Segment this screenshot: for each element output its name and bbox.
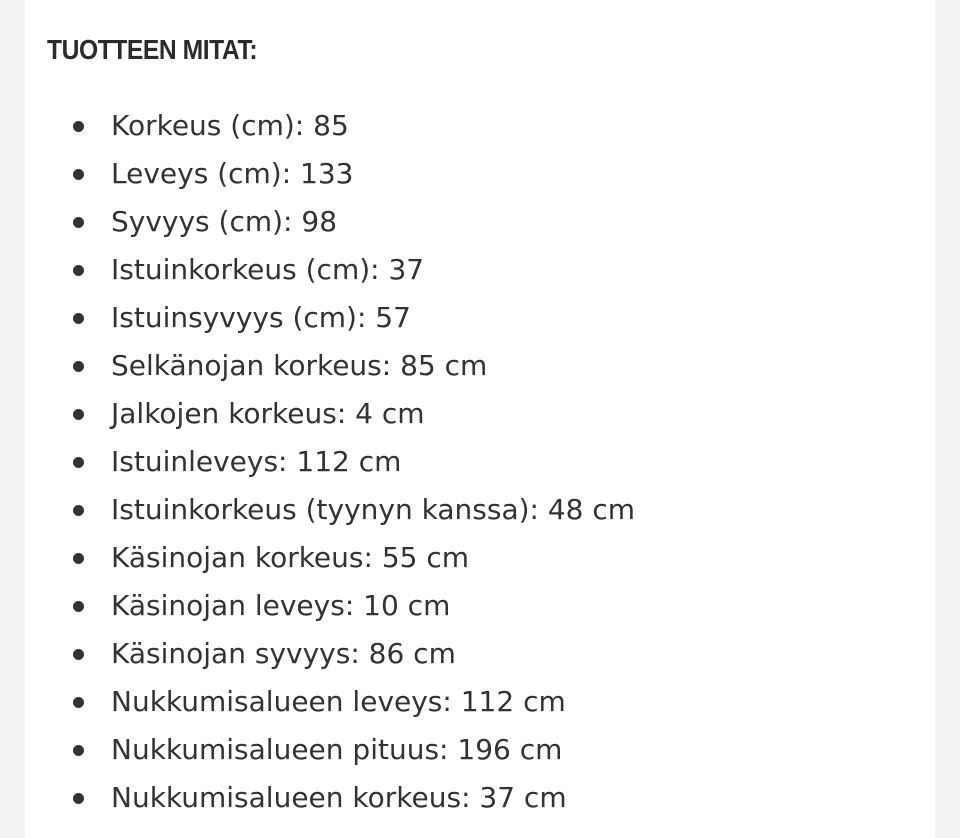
spec-text: Nukkumisalueen pituus: 196 cm	[111, 733, 563, 766]
spec-text: Selkänojan korkeus: 85 cm	[111, 349, 488, 382]
bullet-icon	[73, 217, 84, 228]
section-heading: TUOTTEEN MITAT:	[47, 34, 258, 65]
spec-text: Nukkumisalueen korkeus: 37 cm	[111, 781, 567, 814]
list-item	[25, 102, 635, 150]
bullet-icon	[73, 409, 84, 420]
spec-text: Käsinojan syvyys: 86 cm	[111, 637, 456, 670]
list-item	[25, 630, 635, 678]
bullet-icon	[73, 649, 84, 660]
spec-text: Istuinkorkeus (cm): 37	[111, 253, 425, 286]
bullet-icon	[73, 745, 84, 756]
spec-text: Istuinkorkeus (tyynyn kanssa): 48 cm	[111, 493, 636, 526]
spec-text: Jalkojen korkeus: 4 cm	[111, 397, 425, 430]
bullet-icon	[73, 121, 84, 132]
list-item	[25, 486, 635, 534]
spec-text: Käsinojan korkeus: 55 cm	[111, 541, 470, 574]
list-item	[25, 150, 635, 198]
list-item	[25, 726, 635, 774]
bullet-icon	[73, 553, 84, 564]
list-item	[25, 582, 635, 630]
spec-text: Korkeus (cm): 85	[111, 109, 349, 142]
list-item	[25, 438, 635, 486]
list-item	[25, 246, 635, 294]
bullet-icon	[73, 457, 84, 468]
spec-text: Leveys (cm): 133	[111, 157, 354, 190]
list-item	[25, 534, 635, 582]
content-panel	[25, 0, 935, 838]
list-item	[25, 198, 635, 246]
bullet-icon	[73, 265, 84, 276]
spec-text: Nukkumisalueen leveys: 112 cm	[111, 685, 566, 718]
list-item	[25, 294, 635, 342]
bullet-icon	[73, 505, 84, 516]
spec-text: Syvyys (cm): 98	[111, 205, 338, 238]
bullet-icon	[73, 697, 84, 708]
spec-text: Käsinojan leveys: 10 cm	[111, 589, 451, 622]
bullet-icon	[73, 793, 84, 804]
bullet-icon	[73, 601, 84, 612]
spec-text: Istuinsyvyys (cm): 57	[111, 301, 411, 334]
dimensions-list	[25, 102, 635, 822]
list-item	[25, 678, 635, 726]
list-item	[25, 774, 635, 822]
list-item	[25, 342, 635, 390]
list-item	[25, 390, 635, 438]
bullet-icon	[73, 361, 84, 372]
bullet-icon	[73, 313, 84, 324]
spec-text: Istuinleveys: 112 cm	[111, 445, 402, 478]
bullet-icon	[73, 169, 84, 180]
